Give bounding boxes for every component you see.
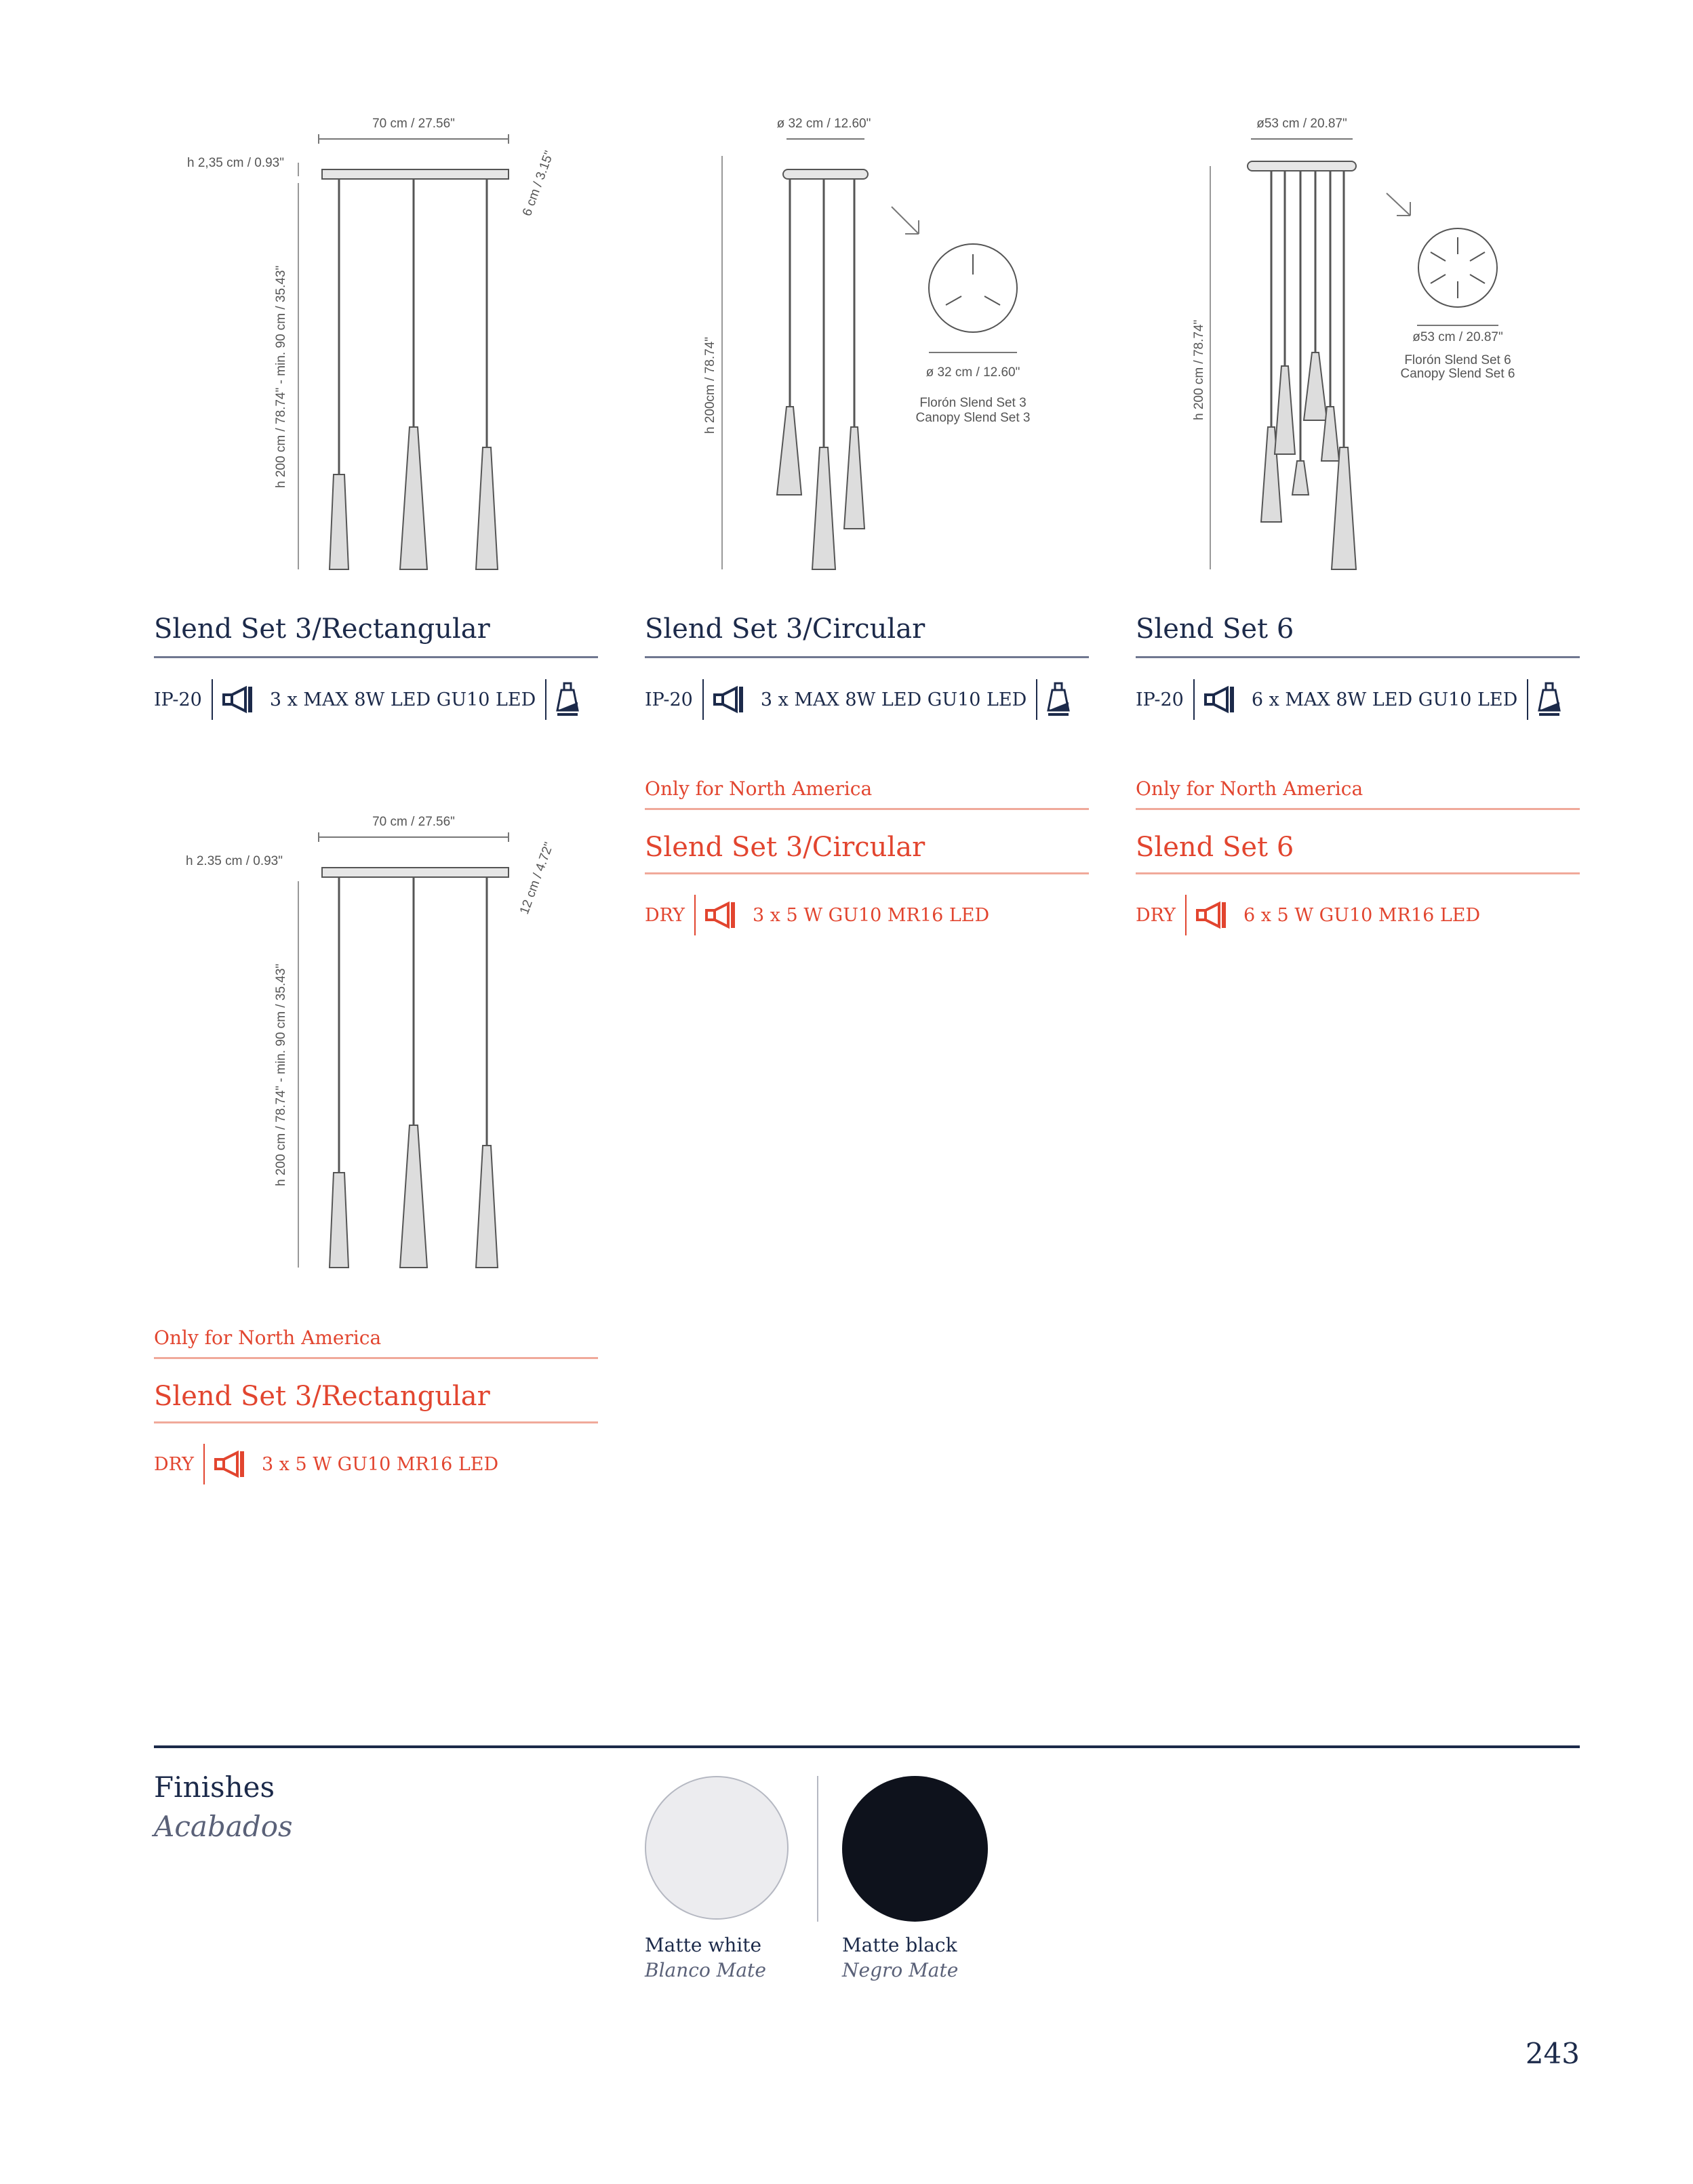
bulb-spec: 3 x MAX 8W LED GU10 LED (760, 689, 1027, 710)
product-title-3: Slend Set 6 (1136, 613, 1294, 645)
na-spec-3 (154, 1442, 498, 1486)
na-spec-2 (1136, 893, 1480, 937)
width-dimension: ø53 cm / 20.87" (1256, 117, 1347, 131)
width-dimension: ø 32 cm / 12.60" (776, 117, 871, 131)
drawing-slend-set-3-rectangular (183, 108, 597, 583)
height-dimension: h 200 cm / 78.74" (1192, 319, 1206, 420)
spotlight-icon (214, 1450, 250, 1478)
width-dimension: 70 cm / 27.56" (372, 815, 455, 829)
canopy-name-en: Canopy Slend Set 3 (915, 411, 1031, 425)
na-note-rule-1 (645, 808, 1089, 810)
ip-rating: IP-20 (1136, 689, 1184, 710)
spotlight-icon (222, 685, 258, 714)
divider (203, 1444, 205, 1484)
ip-rating: IP-20 (645, 689, 693, 710)
na-title-rule-2 (1136, 872, 1580, 874)
spotlight-icon (1196, 901, 1231, 929)
divider (1036, 679, 1037, 720)
divider (1193, 679, 1195, 720)
divider (702, 679, 704, 720)
product-title-2: Slend Set 3/Circular (645, 613, 925, 645)
na-title-2: Slend Set 6 (1136, 832, 1294, 863)
na-note-1: Only for North America (645, 777, 873, 800)
na-note-rule-3 (154, 1357, 598, 1359)
product-spec-2 (645, 678, 1070, 721)
swatch-label-white: Matte white (645, 1934, 762, 1956)
canopy-side-dimension: 12 cm / 4.72" (517, 840, 557, 916)
canopy-height-dimension: h 2,35 cm / 0.93" (187, 156, 284, 170)
divider (212, 679, 213, 720)
canopy-side-dimension: 6 cm / 3.15" (519, 148, 557, 218)
bulb-spec: 3 x 5 W GU10 MR16 LED (261, 1453, 499, 1475)
dry-rating: DRY (1136, 904, 1176, 926)
bulb-spec: 6 x MAX 8W LED GU10 LED (1251, 689, 1518, 710)
spotlight-icon (713, 685, 749, 714)
canopy-height-dimension: h 2.35 cm / 0.93" (186, 854, 283, 868)
swatch-sublabel-black: Negro Mate (842, 1959, 959, 1981)
product-title-1: Slend Set 3/Rectangular (154, 613, 490, 645)
height-dimension: h 200 cm / 78.74" - min. 90 cm / 35.43" (274, 265, 288, 488)
spotlight-icon (1204, 685, 1239, 714)
drawing-slend-set-3-rectangular-na (183, 807, 597, 1281)
na-title-rule-3 (154, 1421, 598, 1423)
canopy-name: Florón Slend Set 3 (919, 396, 1027, 410)
divider (1527, 679, 1528, 720)
product-rule-2 (645, 656, 1089, 658)
canopy-dimension: ø 32 cm / 12.60" (925, 365, 1020, 380)
dimmable-icon (1047, 682, 1070, 717)
page-number: 243 (1525, 2037, 1580, 2070)
divider (694, 895, 696, 935)
swatch-divider (817, 1776, 818, 1922)
na-spec-1 (645, 893, 989, 937)
finishes-subtitle: Acabados (154, 1810, 293, 1843)
drawing-slend-set-3-circular (692, 108, 1098, 583)
na-title-3: Slend Set 3/Rectangular (154, 1381, 490, 1412)
dimmable-icon (556, 682, 579, 717)
product-spec-1 (154, 678, 579, 721)
canopy-name-en: Canopy Slend Set 6 (1400, 367, 1515, 381)
dry-rating: DRY (154, 1453, 194, 1475)
product-rule-1 (154, 656, 598, 658)
height-dimension: h 200cm / 78.74" (703, 336, 717, 434)
canopy-name: Florón Slend Set 6 (1404, 353, 1511, 367)
canopy-dimension: ø53 cm / 20.87" (1412, 330, 1503, 344)
dimmable-icon (1538, 682, 1561, 717)
swatch-matte-white (645, 1776, 789, 1920)
na-note-2: Only for North America (1136, 777, 1363, 800)
na-title-1: Slend Set 3/Circular (645, 832, 925, 863)
swatch-matte-black (842, 1776, 988, 1922)
na-note-3: Only for North America (154, 1327, 382, 1349)
spotlight-icon (705, 901, 740, 929)
width-dimension: 70 cm / 27.56" (372, 117, 455, 131)
swatch-sublabel-white: Blanco Mate (645, 1959, 766, 1981)
bulb-spec: 3 x MAX 8W LED GU10 LED (269, 689, 536, 710)
product-spec-3 (1136, 678, 1561, 721)
drawing-slend-set-6 (1187, 108, 1539, 583)
product-rule-3 (1136, 656, 1580, 658)
bulb-spec: 3 x 5 W GU10 MR16 LED (752, 904, 990, 926)
finishes-title: Finishes (154, 1771, 275, 1804)
dry-rating: DRY (645, 904, 685, 926)
na-note-rule-2 (1136, 808, 1580, 810)
divider (1185, 895, 1187, 935)
ip-rating: IP-20 (154, 689, 202, 710)
swatch-label-black: Matte black (842, 1934, 957, 1956)
bulb-spec: 6 x 5 W GU10 MR16 LED (1243, 904, 1481, 926)
finishes-top-rule (154, 1745, 1580, 1748)
height-dimension: h 200 cm / 78.74" - min. 90 cm / 35.43" (274, 963, 288, 1186)
na-title-rule-1 (645, 872, 1089, 874)
divider (545, 679, 546, 720)
